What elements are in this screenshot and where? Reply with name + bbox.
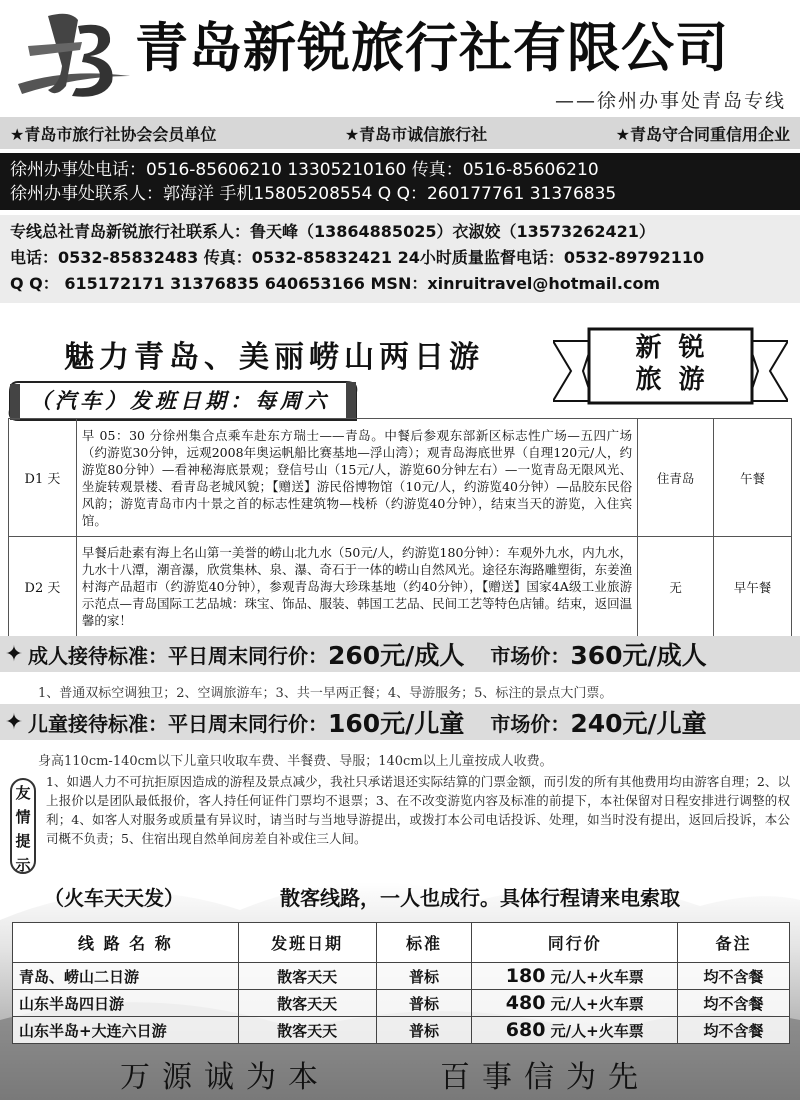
header	[0, 0, 800, 112]
column-header: 发班日期	[238, 923, 376, 963]
child-market-price: 240元/儿童	[570, 709, 707, 738]
route-price: 480 元/人+火车票	[472, 990, 678, 1017]
table-row	[13, 963, 790, 990]
route-price: 180 元/人+火车票	[472, 963, 678, 990]
train-tagline: 散客线路，一人也成行。具体行程请来电索取	[280, 886, 680, 910]
adult-price: 260元/成人	[328, 641, 465, 670]
headquarters-contact	[0, 215, 800, 303]
slogan-right: 百事信为先	[440, 1060, 650, 1095]
route-name: 青岛、崂山二日游	[13, 963, 239, 990]
column-header: 标准	[376, 923, 472, 963]
route-date: 散客天天	[238, 990, 376, 1017]
hq-contact-person: 专线总社青岛新锐旅行社联系人：鲁天峰（13864885025）衣淑姣（13573262421）	[10, 222, 655, 241]
company-logo	[8, 6, 132, 110]
route-note: 均不含餐	[678, 990, 790, 1017]
badge-text: 新 锐 旅 游	[635, 333, 709, 395]
member-badge: ★青岛市诚信旅行社	[344, 124, 488, 144]
slogan-left: 万源诚为本	[120, 1060, 330, 1095]
route-date: 散客天天	[238, 963, 376, 990]
member-badge: ★青岛守合同重信用企业	[615, 124, 790, 144]
adult-price-bar	[0, 636, 800, 672]
member-badge: ★青岛市旅行社协会会员单位	[10, 124, 217, 144]
child-policy: 身高110cm-140cm以下儿童只收取车费、半餐费、导服；140cm以上儿童按成人收费。	[38, 754, 553, 769]
child-price-bar	[0, 704, 800, 740]
column-header: 同行价	[472, 923, 678, 963]
adult-market-price: 360元/成人	[570, 641, 707, 670]
train-routes-table	[12, 922, 790, 1044]
adult-inclusions: 1、普通双标空调独卫；2、空调旅游车；3、共一早两正餐；4、导游服务；5、标注的景点大门票。	[38, 686, 613, 701]
child-label: 儿童接待标准：平日周末同行价：	[28, 711, 328, 736]
adult-market-label: 市场价：	[490, 643, 571, 668]
table-row	[9, 537, 792, 637]
day-label: D1 天	[9, 419, 77, 537]
day-label: D2 天	[9, 537, 77, 637]
route-date: 散客天天	[238, 1017, 376, 1044]
day-description: 早 05：30 分徐州集合点乘车赴东方瑞士——青岛。中餐后参观东部新区标志性广场—五四广场（约游览30分钟，远观2008年奥运帆船比赛基地—浮山湾）；观青岛海底世界（自理120元/人，约游览80分钟）—看神秘海底景观；登信号山（15元/人，游览60分钟左右）—一览青岛无限风光、坐旋转观景楼、看青岛老城风貌；【赠送】游民俗博物馆（10元/人，约游览40分钟）—品胶东民俗风韵；游览青岛市内十景之首的标志性建筑物—栈桥（约游览40分钟），结束当天的游览，入住宾馆。	[76, 419, 637, 537]
office-contact-line: 徐州办事处联系人：郭海洋 手机15805208554 Q Q：260177761 31376835	[10, 184, 617, 204]
membership-bar	[0, 117, 800, 149]
hq-qq-msn-line: Q Q： 615172171 31376835 640653166 MSN：xinruitravel@hotmail.com	[10, 274, 661, 293]
route-name: 山东半岛四日游	[13, 990, 239, 1017]
table-header-row	[13, 923, 790, 963]
company-name: 青岛新锐旅行社有限公司	[135, 18, 729, 79]
table-row	[13, 990, 790, 1017]
friendly-tips-badge: 友 情 提 示	[10, 778, 36, 874]
route-note: 均不含餐	[678, 963, 790, 990]
xuzhou-office-contact	[0, 153, 800, 210]
adult-label: 成人接待标准：平日周末同行价：	[28, 643, 328, 668]
itinerary-table	[8, 418, 792, 637]
friendly-tips-text: 1、如遇人力不可抗拒原因造成的游程及景点减少，我社只承诺退还实际结算的门票金额，而引发的所有其他费用均由游客自理；2、以上报价以是团队最低报价，客人持任何证件门票均不退票；3、在不改变游览内容及标准的前提下，本社保留对日程安排进行调整的权利；4、如客人对服务或质量有异议时，请当时与当地导游提出，或拨打本公司电话投诉、处理，如当时没有提出，返回后投诉，本公司概不负责；5、住宿出现自然单间房差自补或住三人间。	[46, 774, 790, 846]
train-daily-label: （火车天天发）	[44, 886, 184, 910]
day-description: 早餐后赴素有海上名山第一美誉的崂山北九水（50元/人，约游览180分钟）：车观外九水，内九水，九水十八潭，潮音瀑，欣赏集林、泉、瀑、奇石于一体的崂山自然风光。途径东海路雕塑街，东姜渔村海产品超市（约游览40分钟），参观青岛海大珍珠基地（约40分钟），【赠送】国家4A级工业旅游示范点—青岛国际工艺品城：珠宝、饰品、服装、韩国工艺品、民间工艺等特色店铺。结束，返回温馨的家！	[76, 537, 637, 637]
tour-title: 魅力青岛、美丽崂山两日游	[64, 340, 484, 375]
route-name: 山东半岛+大连六日游	[13, 1017, 239, 1044]
meal-cell: 早午餐	[714, 537, 792, 637]
hotel-cell: 无	[638, 537, 714, 637]
star-cross-icon: ✦	[4, 641, 24, 667]
office-phone-line: 徐州办事处电话：0516-85606210 13305210160 传真：0516-85606210	[10, 160, 599, 180]
table-row	[13, 1017, 790, 1044]
star-cross-icon: ✦	[4, 709, 24, 735]
train-heading	[44, 882, 680, 911]
route-standard: 普标	[376, 1017, 472, 1044]
hq-phone-line: 电话：0532-85832483 传真：0532-85832421 24小时质量监督电话：0532-89792110	[10, 248, 705, 267]
route-note: 均不含餐	[678, 1017, 790, 1044]
meal-cell: 午餐	[714, 419, 792, 537]
table-row	[9, 419, 792, 537]
hotel-cell: 住青岛	[638, 419, 714, 537]
column-header: 线 路 名 称	[13, 923, 239, 963]
route-standard: 普标	[376, 990, 472, 1017]
office-subtitle: ——徐州办事处青岛专线	[554, 90, 786, 112]
route-price: 680 元/人+火车票	[472, 1017, 678, 1044]
child-price: 160元/儿童	[328, 709, 465, 738]
schedule-text: （汽车）发班日期：每周六	[30, 389, 330, 413]
column-header: 备注	[678, 923, 790, 963]
route-standard: 普标	[376, 963, 472, 990]
child-market-label: 市场价：	[490, 711, 571, 736]
